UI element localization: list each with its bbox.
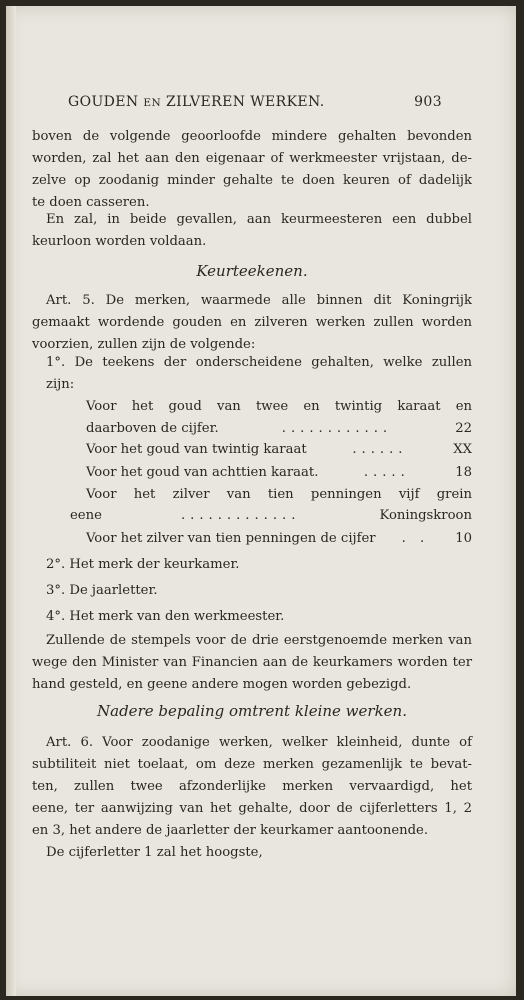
text-line: zelve op zoodanig minder gehalte te doen keuren of dadelijk bbox=[32, 173, 472, 188]
leader-label: Voor het goud van twintig karaat bbox=[86, 442, 307, 457]
leader-dots: . . bbox=[401, 531, 430, 546]
book-page bbox=[6, 6, 516, 996]
text-line: voorzien, zullen zijn de volgende: bbox=[32, 337, 256, 352]
leader-line-koningskroon bbox=[70, 505, 472, 527]
text-line: gemaakt wordende gouden en zilveren werken zullen worden bbox=[32, 315, 472, 330]
text-line: en 3, het andere de jaarletter der keurkamer aantoonende. bbox=[32, 823, 429, 838]
text-line: wege den Minister van Financien aan de keurkamers worden ter bbox=[32, 655, 472, 670]
leader-label: daarboven de cijfer. bbox=[86, 421, 219, 436]
leader-value: 22 bbox=[455, 421, 472, 436]
leader-value: 18 bbox=[455, 465, 472, 480]
text-line: hand gesteld, en geene andere mogen worden gebezigd. bbox=[32, 677, 412, 692]
page-gutter bbox=[6, 6, 16, 996]
leader-line-22 bbox=[86, 418, 472, 440]
text-line: worden, zal het aan den eigenaar of werkmeester vrijstaan, de- bbox=[32, 151, 472, 166]
leader-label: Voor het goud van achttien karaat. bbox=[86, 465, 319, 480]
text-line: De cijferletter 1 zal het hoogste, bbox=[46, 845, 263, 860]
running-head-word-zilveren: ZILVEREN WERKEN. bbox=[165, 94, 325, 110]
list-item-4: 4°. Het merk van den werkmeester. bbox=[46, 609, 285, 624]
leader-label: eene bbox=[70, 508, 102, 523]
text-line: eene, ter aanwijzing van het gehalte, door de cijferletters 1, 2 bbox=[32, 801, 472, 816]
leader-value: Koningskroon bbox=[379, 508, 472, 523]
running-head-word-gouden: GOUDEN bbox=[68, 94, 139, 110]
text-line: zijn: bbox=[46, 377, 75, 392]
running-head bbox=[68, 94, 442, 110]
leader-value: XX bbox=[453, 442, 472, 457]
leader-dots: ..... bbox=[363, 465, 410, 480]
text-line: Art. 6. Voor zoodanige werken, welker kleinheid, dunte of bbox=[46, 735, 472, 750]
section-heading-keurteekenen: Keurteekenen. bbox=[196, 262, 308, 280]
list-item-3: 3°. De jaarletter. bbox=[46, 583, 158, 598]
leader-line-xx bbox=[86, 439, 472, 461]
leader-value: 10 bbox=[455, 531, 472, 546]
text-line: Zullende de stempels voor de drie eerstgenoemde merken van bbox=[46, 633, 472, 648]
text-line: keurloon worden voldaan. bbox=[32, 234, 207, 249]
list-item-2: 2°. Het merk der keurkamer. bbox=[46, 557, 240, 572]
section-heading-kleine-werken: Nadere bepaling omtrent kleine werken. bbox=[97, 702, 407, 720]
text-line: En zal, in beide gevallen, aan keurmeesteren een dubbel bbox=[46, 212, 472, 227]
text-line: Voor het zilver van tien penningen vijf grein bbox=[86, 487, 472, 502]
text-line: ten, zullen twee afzonderlijke merken vervaardigd, het bbox=[32, 779, 472, 794]
leader-dots: ............ bbox=[281, 421, 393, 436]
leader-dots: ...... bbox=[352, 442, 408, 457]
page-number: 903 bbox=[414, 94, 442, 110]
running-head-word-en: EN bbox=[143, 97, 162, 109]
text-line: Art. 5. De merken, waarmede alle binnen dit Koningrijk bbox=[46, 293, 472, 308]
leader-line-10 bbox=[86, 528, 472, 550]
text-line: boven de volgende geoorloofde mindere gehalten bevonden bbox=[32, 129, 472, 144]
text-line: Voor het goud van twee en twintig karaat en bbox=[86, 399, 472, 414]
list-item-1: 1°. De teekens der onderscheidene gehalten, welke zullen bbox=[46, 355, 472, 370]
text-line: subtiliteit niet toelaat, om deze merken gezamenlijk te bevat- bbox=[32, 757, 472, 772]
leader-dots: ............. bbox=[180, 508, 301, 523]
leader-label: Voor het zilver van tien penningen de cijfer bbox=[86, 531, 376, 546]
running-head-title bbox=[68, 94, 325, 110]
leader-line-18 bbox=[86, 462, 472, 484]
text-line: te doen casseren. bbox=[32, 195, 150, 210]
